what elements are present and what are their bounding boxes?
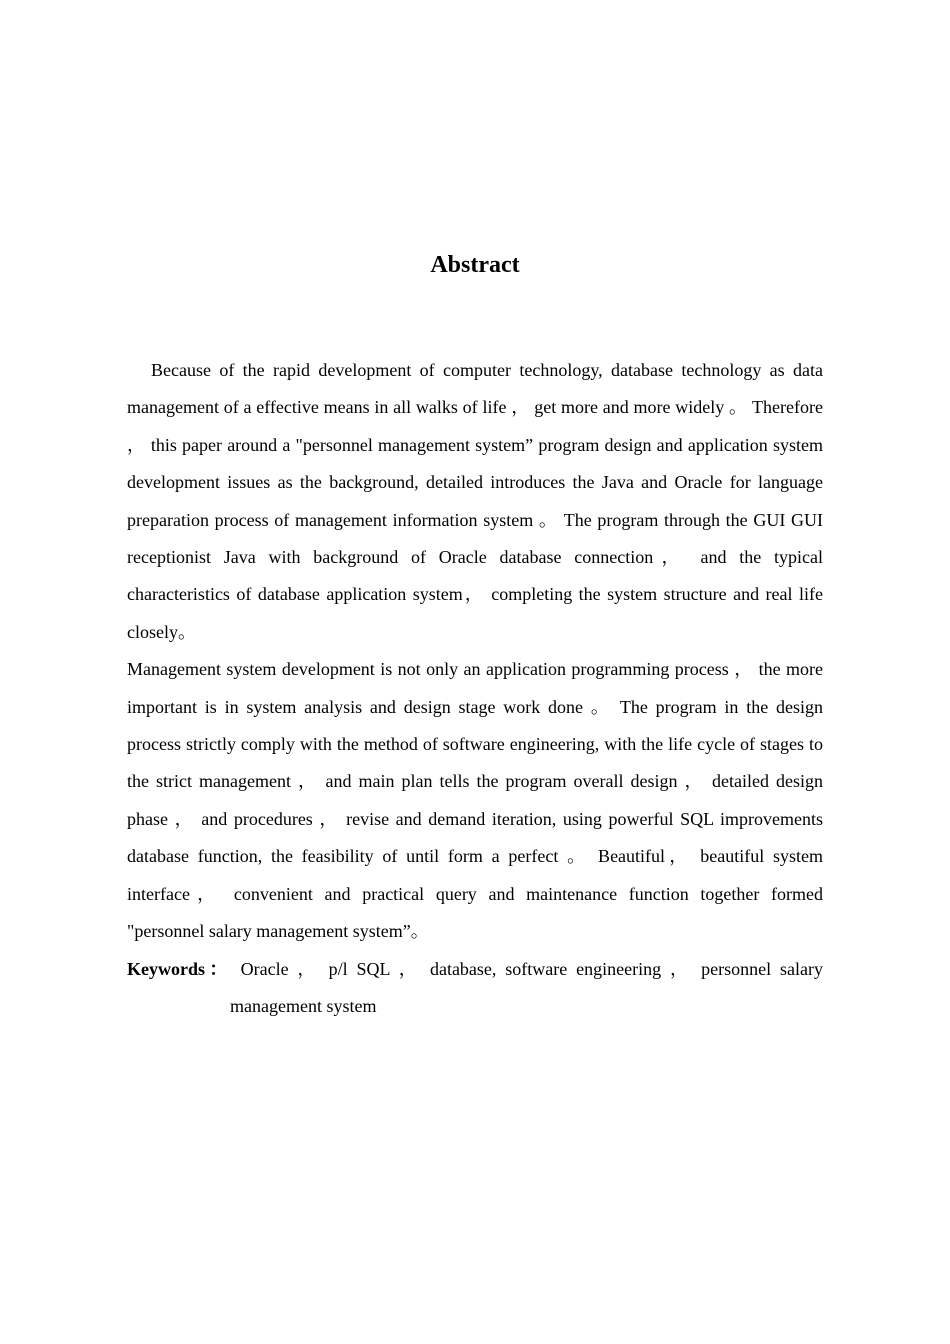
abstract-body xyxy=(127,352,823,1025)
keywords-text: Oracle ， p/l SQL ， database, software engineering ， personnel salary management system xyxy=(230,958,824,1016)
abstract-paragraph-2: Management system development is not only an application programming process ， the more important is in system analysis and design stage work done 。 The program in the design process strictly comply with the method of software engineering, with the life cycle of stages to the strict management ， and main plan tells the program overall design ， detailed design phase ， and procedures ， revise and demand iteration, using powerful SQL improvements database function, the feasibility of until form a perfect 。 Beautiful， beautiful system interface， convenient and practical query and maintenance function together formed "personnel salary management system”。 xyxy=(127,659,823,942)
abstract-title: Abstract xyxy=(430,252,520,278)
keywords-label: Keywords： xyxy=(127,958,232,979)
keywords-line xyxy=(127,951,823,1026)
abstract-paragraph-1: Because of the rapid development of computer technology, database technology as data management of a effective means in all walks of life ， get more and more widely 。 Therefore ， this paper around a "personnel management system” program design and application system development issues as the background, detailed introduces the Java and Oracle for language preparation process of management information system 。 The program through the GUI GUI receptionist Java with background of Oracle database connection， and the typical characteristics of database application system， completing the system structure and real life closely。 xyxy=(127,360,823,642)
